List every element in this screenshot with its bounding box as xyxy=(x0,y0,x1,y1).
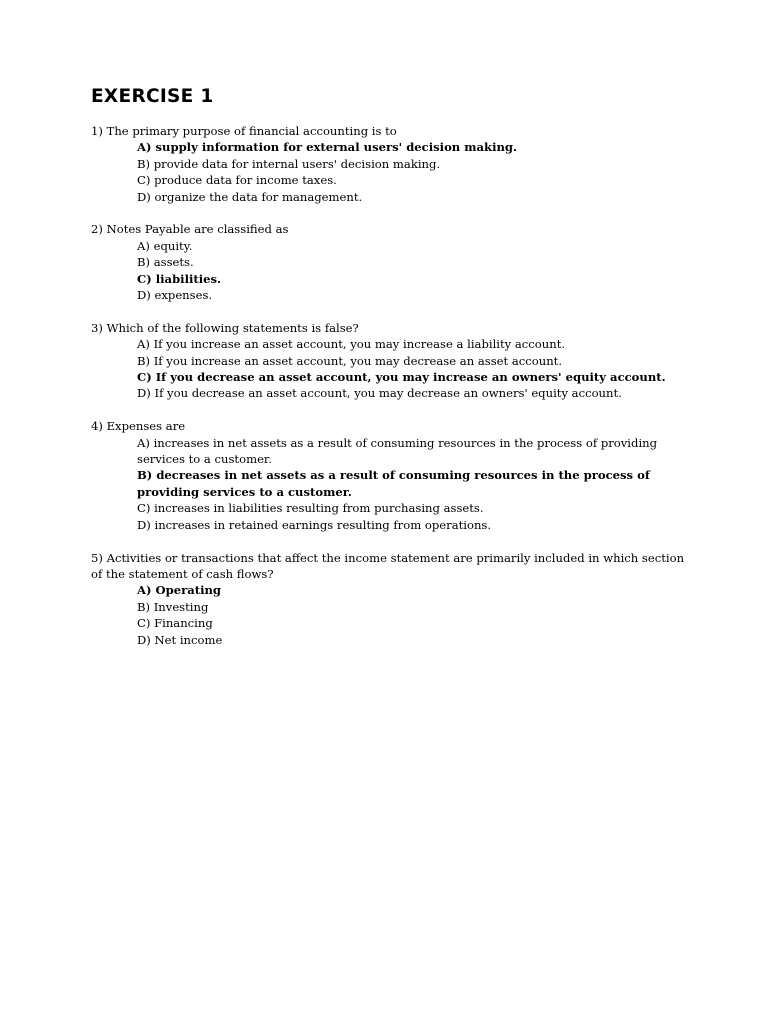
question-1 xyxy=(91,123,691,205)
answer-option: B) provide data for internal users' decision making. xyxy=(137,156,441,171)
answer-option: B) If you increase an asset account, you may decrease an asset account. xyxy=(137,353,563,368)
answer-options xyxy=(91,336,691,402)
answer-options xyxy=(91,435,691,533)
answer-option: D) expenses. xyxy=(137,288,213,303)
question-text: 2) Notes Payable are classified as xyxy=(91,222,289,237)
answer-option: D) increases in retained earnings resulting from operations. xyxy=(137,517,492,532)
correct-answer-option: A) supply information for external users' decision making. xyxy=(137,140,518,155)
question-4 xyxy=(91,418,691,533)
page-title: EXERCISE 1 xyxy=(91,86,214,107)
question-3 xyxy=(91,320,691,402)
answer-option: B) Investing xyxy=(137,599,209,614)
answer-option: D) Net income xyxy=(137,632,223,647)
correct-answer-option: C) liabilities. xyxy=(137,271,222,286)
correct-answer-option: A) Operating xyxy=(137,583,222,598)
question-2 xyxy=(91,221,691,303)
document-page xyxy=(91,84,691,664)
answer-option: A) equity. xyxy=(137,238,193,253)
question-text: 5) Activities or transactions that affect the income statement are primarily included in which section of the statement of cash flows? xyxy=(91,550,685,581)
answer-options xyxy=(91,582,691,648)
question-list xyxy=(91,123,691,648)
answer-options xyxy=(91,139,691,205)
question-text: 3) Which of the following statements is false? xyxy=(91,320,359,335)
question-text: 1) The primary purpose of financial accounting is to xyxy=(91,124,397,138)
question-5 xyxy=(91,550,691,648)
answer-option: D) If you decrease an asset account, you may decrease an owners' equity account. xyxy=(137,386,622,401)
correct-answer-option: C) If you decrease an asset account, you may increase an owners' equity account. xyxy=(137,370,666,385)
answer-option: A) increases in net assets as a result of consuming resources in the process of providing services to a customer. xyxy=(137,435,658,467)
answer-options xyxy=(91,238,691,304)
answer-option: B) assets. xyxy=(137,255,194,270)
answer-option: D) organize the data for management. xyxy=(137,189,363,204)
answer-option: C) increases in liabilities resulting from purchasing assets. xyxy=(137,501,484,516)
answer-option: C) Financing xyxy=(137,616,213,631)
question-text: 4) Expenses are xyxy=(91,419,186,434)
answer-option: A) If you increase an asset account, you may increase a liability account. xyxy=(137,337,566,352)
correct-answer-option: B) decreases in net assets as a result of consuming resources in the process of providing services to a customer. xyxy=(137,468,650,499)
answer-option: C) produce data for income taxes. xyxy=(137,173,337,188)
